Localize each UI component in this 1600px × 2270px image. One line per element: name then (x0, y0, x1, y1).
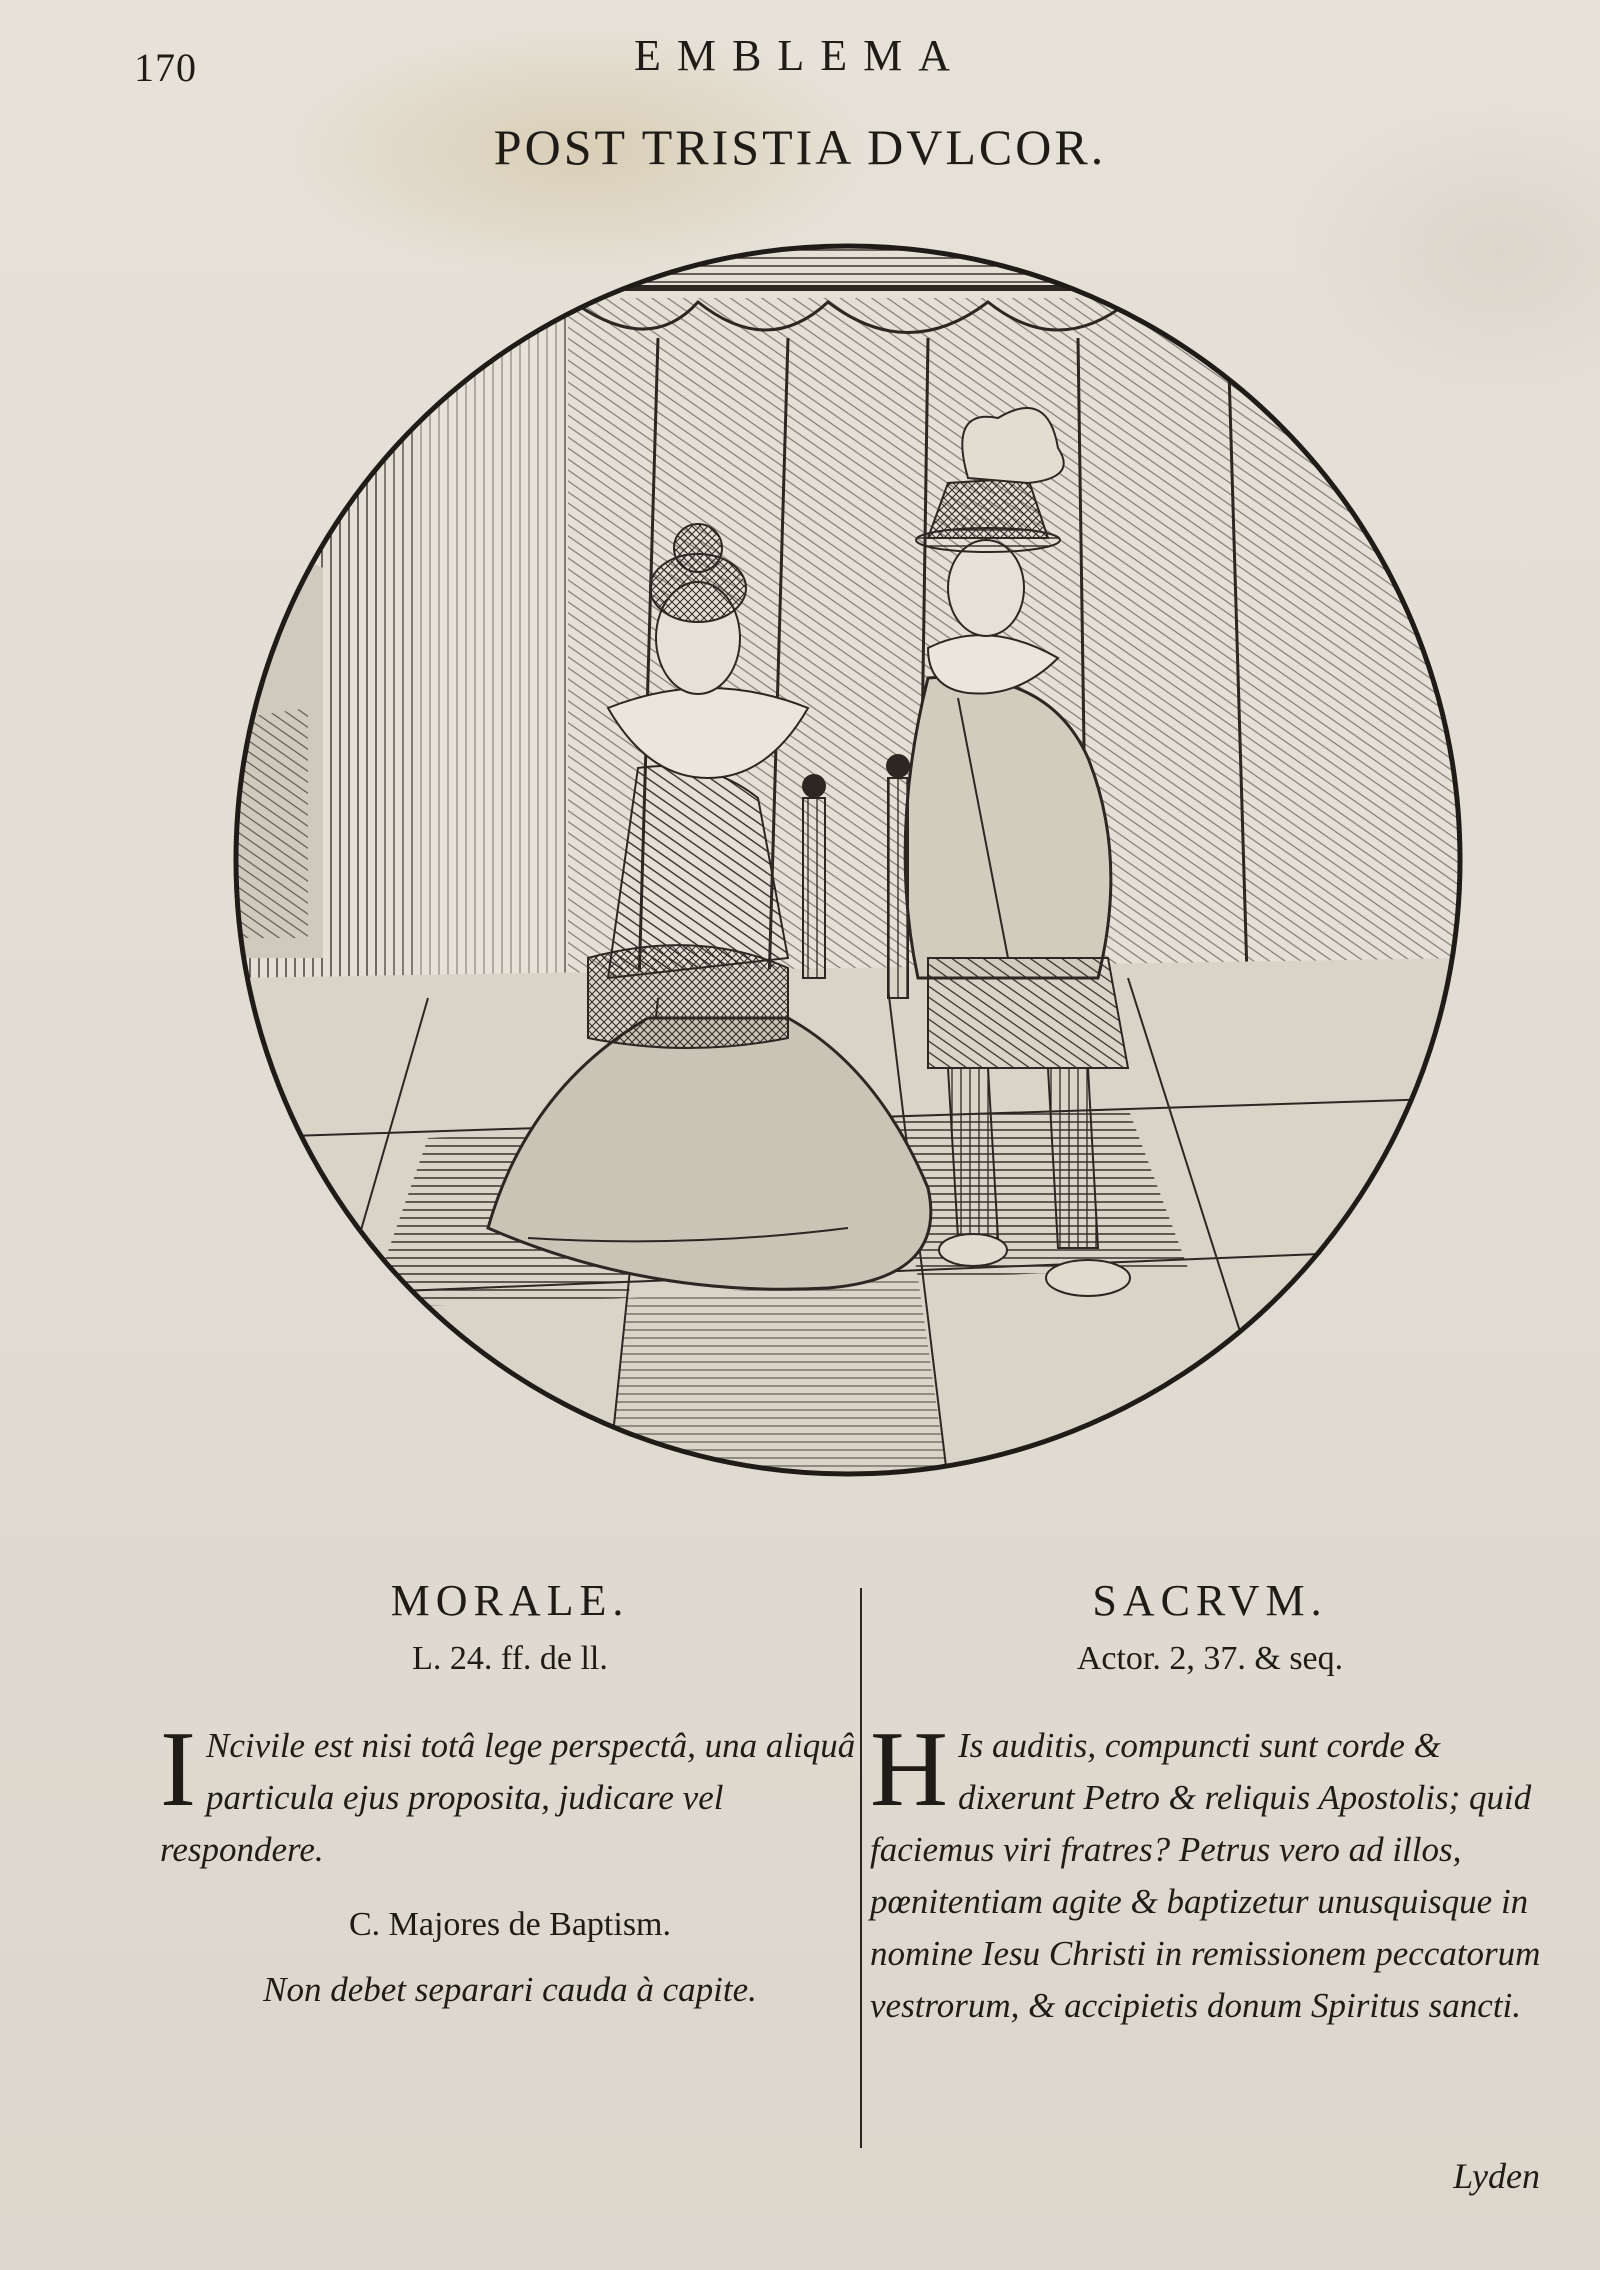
morale-reference: L. 24. ff. de ll. (412, 1640, 608, 1677)
page-number: 170 (134, 45, 197, 90)
morale-text: Ncivile est nisi totâ lege perspectâ, una aliquâ particula ejus proposita, judicare vel respondere. (160, 1726, 856, 1869)
morale-text-block (160, 1710, 860, 1876)
sacrum-heading: SACRVM. (1092, 1576, 1328, 1625)
morale-maxim: Non debet separari cauda à capite. (263, 1970, 757, 2009)
sacrum-text-block (870, 1710, 1550, 2032)
column-divider (860, 1588, 862, 2148)
emblem-motto: POST TRISTIA DVLCOR. (493, 119, 1107, 175)
morale-subheading: C. Majores de Baptism. (348, 1906, 672, 1943)
engraving-medallion-icon (228, 238, 1468, 1483)
morale-column (160, 1575, 860, 2010)
sacrum-reference: Actor. 2, 37. & seq. (1076, 1640, 1344, 1677)
running-title: EMBLEMA (634, 31, 966, 80)
morale-heading: MORALE. (390, 1576, 630, 1625)
sacrum-text: Is auditis, compuncti sunt corde & dixerunt Petro & reliquis Apostolis; quid faciemus viri fratres? Petrus vero ad illos, pœnitentiam agite & baptizetur unusquisque in nomine Iesu Christi in remissionem peccatorum vestrorum, & accipietis donum Spiritus sancti. (870, 1726, 1541, 2025)
catchword: Lyden (1453, 2156, 1540, 2196)
sacrum-column (870, 1575, 1550, 2032)
morale-dropcap: I (160, 1710, 196, 1829)
sacrum-dropcap: H (870, 1710, 948, 1829)
